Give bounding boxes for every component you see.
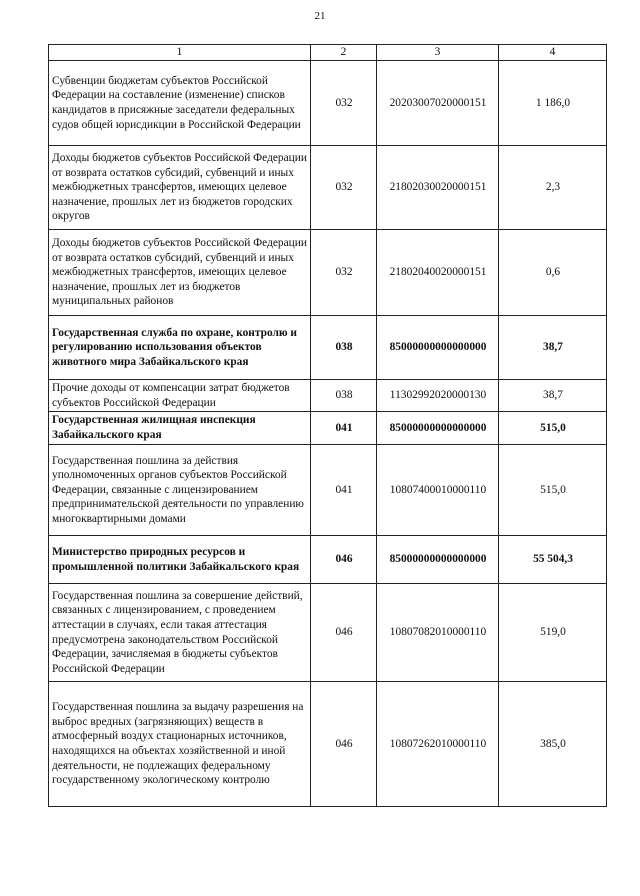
row-amount: 0,6	[499, 230, 607, 316]
row-budget-code: 20203007020000151	[377, 61, 499, 146]
row-amount: 38,7	[499, 380, 607, 412]
row-name: Государственная пошлина за действия уполномоченных органов субъектов Российской Федерации, связанные с лицензированием предпринимательской деятельности по управлению многоквартирными домами	[49, 445, 311, 536]
row-name: Государственная служба по охране, контролю и регулированию использования объектов животного мира Забайкальского края	[49, 316, 311, 380]
row-name: Государственная пошлина за выдачу разрешения на выброс вредных (загрязняющих) веществ в атмосферный воздух стационарных источников, находящихся на объектах хозяйственной и иной деятельности, не подлежащих федеральному государственному экологическому контролю	[49, 682, 311, 807]
table-row	[49, 316, 607, 380]
row-budget-code: 21802040020000151	[377, 230, 499, 316]
row-admin-code: 046	[311, 536, 377, 584]
table-row	[49, 682, 607, 807]
row-name: Субвенции бюджетам субъектов Российской Федерации на составление (изменение) списков кандидатов в присяжные заседатели федеральных судов общей юрисдикции в Российской Федерации	[49, 61, 311, 146]
row-budget-code: 11302992020000130	[377, 380, 499, 412]
row-admin-code: 032	[311, 146, 377, 230]
table-row	[49, 146, 607, 230]
row-admin-code: 046	[311, 682, 377, 807]
column-header-4: 4	[499, 45, 607, 61]
table-row	[49, 230, 607, 316]
table-header-row	[49, 45, 607, 61]
row-admin-code: 032	[311, 230, 377, 316]
row-amount: 2,3	[499, 146, 607, 230]
row-name: Доходы бюджетов субъектов Российской Федерации от возврата остатков субсидий, субвенций и иных межбюджетных трансфертов, имеющих целевое назначение, прошлых лет из бюджетов муниципальных районов	[49, 230, 311, 316]
column-header-2: 2	[311, 45, 377, 61]
row-budget-code: 85000000000000000	[377, 536, 499, 584]
row-name: Государственная пошлина за совершение действий, связанных с лицензированием, с проведением аттестации в случаях, если такая аттестация предусмотрена законодательством Российской Федерации, зачисляемая в бюджеты субъектов Российской Федерации	[49, 584, 311, 682]
table-row	[49, 445, 607, 536]
row-budget-code: 85000000000000000	[377, 316, 499, 380]
row-name: Прочие доходы от компенсации затрат бюджетов субъектов Российской Федерации	[49, 380, 311, 412]
row-amount: 519,0	[499, 584, 607, 682]
row-budget-code: 10807262010000110	[377, 682, 499, 807]
row-budget-code: 10807400010000110	[377, 445, 499, 536]
table-row	[49, 61, 607, 146]
row-budget-code: 85000000000000000	[377, 412, 499, 445]
column-header-3: 3	[377, 45, 499, 61]
row-name: Государственная жилищная инспекция Забайкальского края	[49, 412, 311, 445]
row-name: Министерство природных ресурсов и промышленной политики Забайкальского края	[49, 536, 311, 584]
revenue-table	[48, 44, 607, 807]
row-admin-code: 046	[311, 584, 377, 682]
row-amount: 515,0	[499, 412, 607, 445]
page-number: 21	[314, 10, 326, 22]
table-row	[49, 380, 607, 412]
row-amount: 55 504,3	[499, 536, 607, 584]
row-admin-code: 041	[311, 412, 377, 445]
row-amount: 385,0	[499, 682, 607, 807]
table-row	[49, 584, 607, 682]
column-header-1: 1	[49, 45, 311, 61]
table-row	[49, 536, 607, 584]
row-amount: 1 186,0	[499, 61, 607, 146]
table-row	[49, 412, 607, 445]
row-admin-code: 041	[311, 445, 377, 536]
row-amount: 515,0	[499, 445, 607, 536]
row-budget-code: 21802030020000151	[377, 146, 499, 230]
row-amount: 38,7	[499, 316, 607, 380]
row-admin-code: 032	[311, 61, 377, 146]
row-admin-code: 038	[311, 316, 377, 380]
row-name: Доходы бюджетов субъектов Российской Федерации от возврата остатков субсидий, субвенций и иных межбюджетных трансфертов, имеющих целевое назначение, прошлых лет из бюджетов городских округов	[49, 146, 311, 230]
row-budget-code: 10807082010000110	[377, 584, 499, 682]
row-admin-code: 038	[311, 380, 377, 412]
